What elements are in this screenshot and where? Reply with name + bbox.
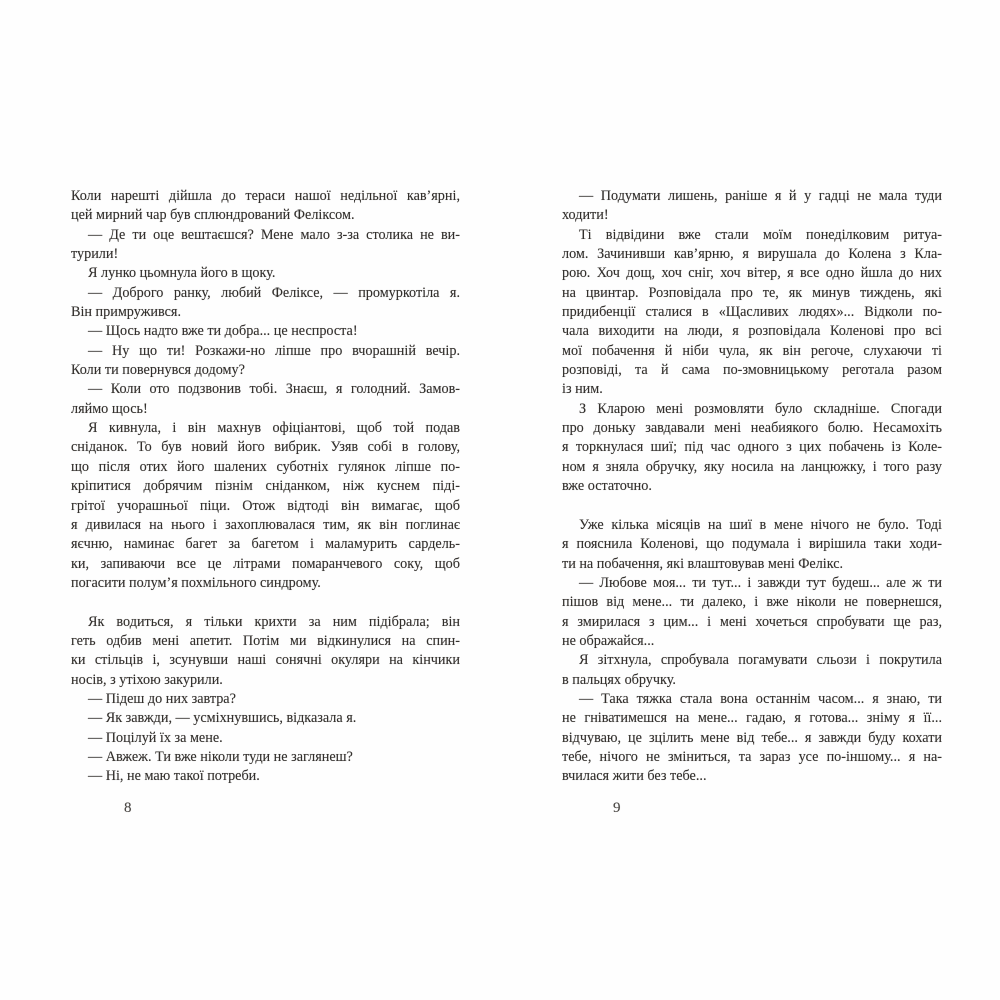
page-number-right: 9: [613, 800, 621, 816]
page-number-left: 8: [124, 800, 132, 816]
text-line: ки, запиваючи все це літрами помаранчевого соку, щоб: [71, 555, 460, 572]
text-line: — Доброго ранку, любий Феліксе, — промуркотіла я.: [88, 284, 460, 301]
text-line: — Авжеж. Ти вже ніколи туди не заглянеш?: [88, 748, 353, 765]
blank-line: [562, 497, 942, 516]
text-line: Він примружився.: [71, 304, 181, 321]
text-line: що після отих його шалених суботніх гулянок ліпше по-: [71, 458, 460, 475]
text-line: — Любове моя... ти тут... і завжди тут будеш... але ж ти: [579, 574, 942, 591]
text-line: Уже кілька місяців на шиї в мене нічого не було. Тоді: [579, 516, 942, 533]
text-line: — Підеш до них завтра?: [88, 690, 236, 707]
text-line: мої побачення й ніби чула, як він регоче, слухаючи ті: [562, 342, 942, 359]
text-line: не гніватимешся на мене... гадаю, я готова... зніму я її...: [562, 710, 942, 727]
text-line: яєчню, наминає багет за багетом і маламурить сардель-: [71, 536, 460, 553]
text-line: Я лунко цьомнула його в щоку.: [88, 265, 276, 282]
text-line: придибенції сталися в «Щасливих людях»... Відколи по-: [562, 304, 942, 321]
text-line: чала виходити на люди, я розповідала Коленові про всі: [562, 323, 942, 340]
text-line: — Поцілуй їх за мене.: [88, 729, 223, 746]
text-line: — Ні, не маю такої потреби.: [88, 768, 260, 785]
text-line: Коли нарешті дійшла до тераси нашої недільної кав’ярні,: [71, 188, 460, 204]
text-line: ляймо щось!: [71, 400, 148, 417]
text-line: — Як завжди, — усміхнувшись, відказала я.: [88, 710, 357, 727]
text-line: я дивилася на нього і захоплювалася тим, як він поглинає: [71, 516, 460, 533]
text-line: розповіді, та й сама по-змовницькому реготала разом: [562, 362, 942, 379]
text-line: — Коли ото подзвонив тобі. Знаєш, я голодний. Замов-: [88, 381, 460, 398]
text-line: я торкнулася шиї; під час одного з цих побачень із Коле-: [562, 439, 942, 456]
text-line: вчилася жити без тебе...: [562, 768, 707, 785]
page-left-text-block: [71, 187, 460, 787]
text-line: пішов від мене... ти далеко, і вже ніколи не повернешся,: [562, 594, 942, 611]
text-line: носів, з утіхою закурили.: [71, 671, 223, 688]
text-line: погасити полум’я похмільного синдрому.: [71, 574, 321, 591]
text-line: грітої учорашньої піци. Отож відтоді він вимагає, щоб: [71, 497, 460, 514]
text-line: Коли ти повернувся додому?: [71, 362, 245, 379]
text-line: Ті відвідини вже стали моїм понеділковим ритуа-: [579, 226, 942, 243]
text-line: Я кивнула, і він махнув офіціантові, щоб той подав: [88, 420, 460, 437]
text-line: Я зітхнула, спробувала погамувати сльози і покрутила: [579, 652, 942, 669]
text-line: — Де ти оце вештаєшся? Мене мало з-за столика не ви-: [88, 226, 460, 243]
text-line: рою. Хоч дощ, хоч сніг, хоч вітер, я все одно йшла до них: [562, 265, 942, 282]
text-line: кріпитися добрячим пізнім сніданком, ніж куснем піді-: [71, 478, 460, 495]
text-line: цей мирний чар був сплюндрований Феліксом.: [71, 207, 355, 224]
page-right-text-block: [562, 187, 942, 787]
text-line: я змирилася з цим... і мені хочеться спробувати ще раз,: [562, 613, 942, 630]
text-line: про доньку завдавали мені неабиякого болю. Несамохіть: [562, 420, 942, 437]
text-line: ном я зняла обручку, яку носила на ланцюжку, і того разу: [562, 458, 942, 475]
text-line: тебе, нічого не зміниться, та зараз усе по-іншому... я на-: [562, 748, 942, 765]
text-line: турили!: [71, 246, 119, 263]
text-line: Як водиться, я тільки крихти за ним підібрала; він: [88, 613, 460, 630]
text-line: лом. Зачинивши кав’ярню, я вирушала до Колена з Кла-: [562, 246, 942, 263]
text-line: — Щось надто вже ти добра... це неспроста!: [88, 323, 358, 340]
text-line: — Подумати лишень, раніше я й у гадці не мала туди: [579, 188, 942, 204]
text-line: — Ну що ти! Розкажи-но ліпше про вчорашній вечір.: [88, 342, 460, 359]
text-line: вже остаточно.: [562, 478, 652, 495]
text-line: відчуваю, це зцілить мене від тебе... я завжди буду кохати: [562, 729, 942, 746]
text-line: сніданок. То був новий його вибрик. Узяв собі в голову,: [71, 439, 460, 456]
text-line: ходити!: [562, 207, 609, 224]
text-line: із ним.: [562, 381, 603, 398]
text-line: ти на побачення, які влаштовував мені Фелікс.: [562, 555, 844, 572]
text-line: З Кларою мені розмовляти було складніше. Спогади: [579, 400, 942, 417]
text-line: не ображайся...: [562, 632, 655, 649]
text-line: — Така тяжка стала вона останнім часом... я знаю, ти: [579, 690, 942, 707]
text-line: на цвинтар. Розповідала про те, як минув тиждень, які: [562, 284, 942, 301]
text-line: геть одбив мені апетит. Потім ми відкинулися на спин-: [71, 632, 460, 649]
text-line: в пальцях обручку.: [562, 671, 676, 688]
text-line: я пояснила Коленові, що подумала і вирішила таки ходи-: [562, 536, 942, 553]
blank-line: [71, 593, 460, 612]
text-line: ки стільців і, зсунувши наші сонячні окуляри на кінчики: [71, 652, 460, 669]
